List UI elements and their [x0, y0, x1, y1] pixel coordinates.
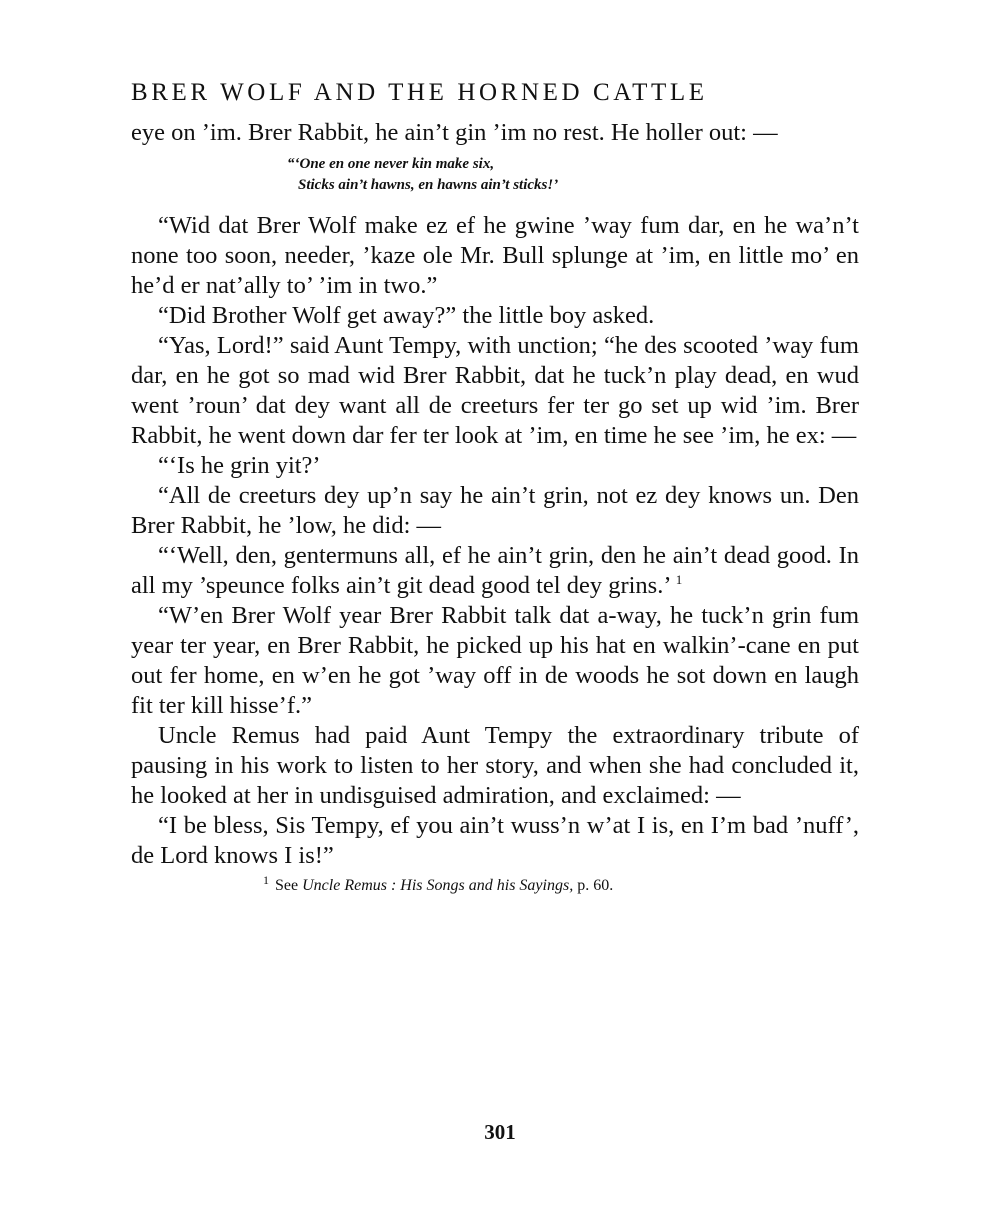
paragraph: [131, 541, 859, 601]
page-number: 301: [484, 1120, 516, 1144]
paragraph: “Did Brother Wolf get away?” the little boy asked.: [158, 302, 655, 329]
paragraph: “All de creeturs dey up’n say he ain’t grin, not ez dey knows un. Den Brer Rabbit, he ’low, he did: —: [131, 482, 859, 539]
footnote-title: Uncle Remus : His Songs and his Sayings,: [302, 877, 574, 894]
body-text: [131, 118, 859, 871]
footnote-prefix: See: [275, 877, 299, 894]
paragraph: eye on ’im. Brer Rabbit, he ain’t gin ’im no rest. He holler out: —: [131, 119, 778, 146]
footnote-reference: 1: [675, 571, 683, 587]
footnote-marker: 1: [263, 872, 269, 887]
footnote: [263, 872, 859, 897]
verse: [287, 154, 859, 196]
paragraph-text: “‘Well, den, gentermuns all, ef he ain’t grin, den he ain’t dead good. In all my ’speunce folks ain’t git dead good tel dey grins.’: [131, 542, 859, 599]
paragraph: Uncle Remus had paid Aunt Tempy the extraordinary tribute of pausing in his work to listen to her story, and when she had concluded it, he looked at her in undisguised admiration, and exclaimed: —: [131, 722, 859, 809]
paragraph: “W’en Brer Wolf year Brer Rabbit talk dat a-way, he tuck’n grin fum year ter year, en Brer Rabbit, he picked up his hat en walkin’-cane en put out fer home, en w’en he got ’way off in de woods he sot down en laugh fit ter kill hisse’f.”: [131, 602, 859, 719]
page-body: [131, 78, 859, 897]
verse-line: “‘One en one never kin make six,: [287, 156, 495, 172]
verse-line: Sticks ain’t hawns, en hawns ain’t sticks!’: [298, 177, 559, 193]
running-head: BRER WOLF AND THE HORNED CATTLE: [131, 79, 708, 106]
paragraph: “I be bless, Sis Tempy, ef you ain’t wuss’n w’at I is, en I’m bad ’nuff’, de Lord knows I is!”: [131, 812, 859, 869]
paragraph: “‘Is he grin yit?’: [158, 452, 321, 479]
paragraph: “Yas, Lord!” said Aunt Tempy, with unction; “he des scooted ’way fum dar, en he got so mad wid Brer Rabbit, dat he tuck’n play dead, en wud went ’roun’ dat dey want all de creeturs fer ter go set up wid ’im. Brer Rabbit, he went down dar fer ter look at ’im, en time he see ’im, he ex: —: [131, 332, 859, 449]
paragraph: “Wid dat Brer Wolf make ez ef he gwine ’way fum dar, en he wa’n’t none too soon, needer, ’kaze ole Mr. Bull splunge at ’im, en little mo’ en he’d er nat’ally to’ ’im in two.”: [131, 212, 859, 299]
footnote-suffix: p. 60.: [577, 877, 614, 894]
